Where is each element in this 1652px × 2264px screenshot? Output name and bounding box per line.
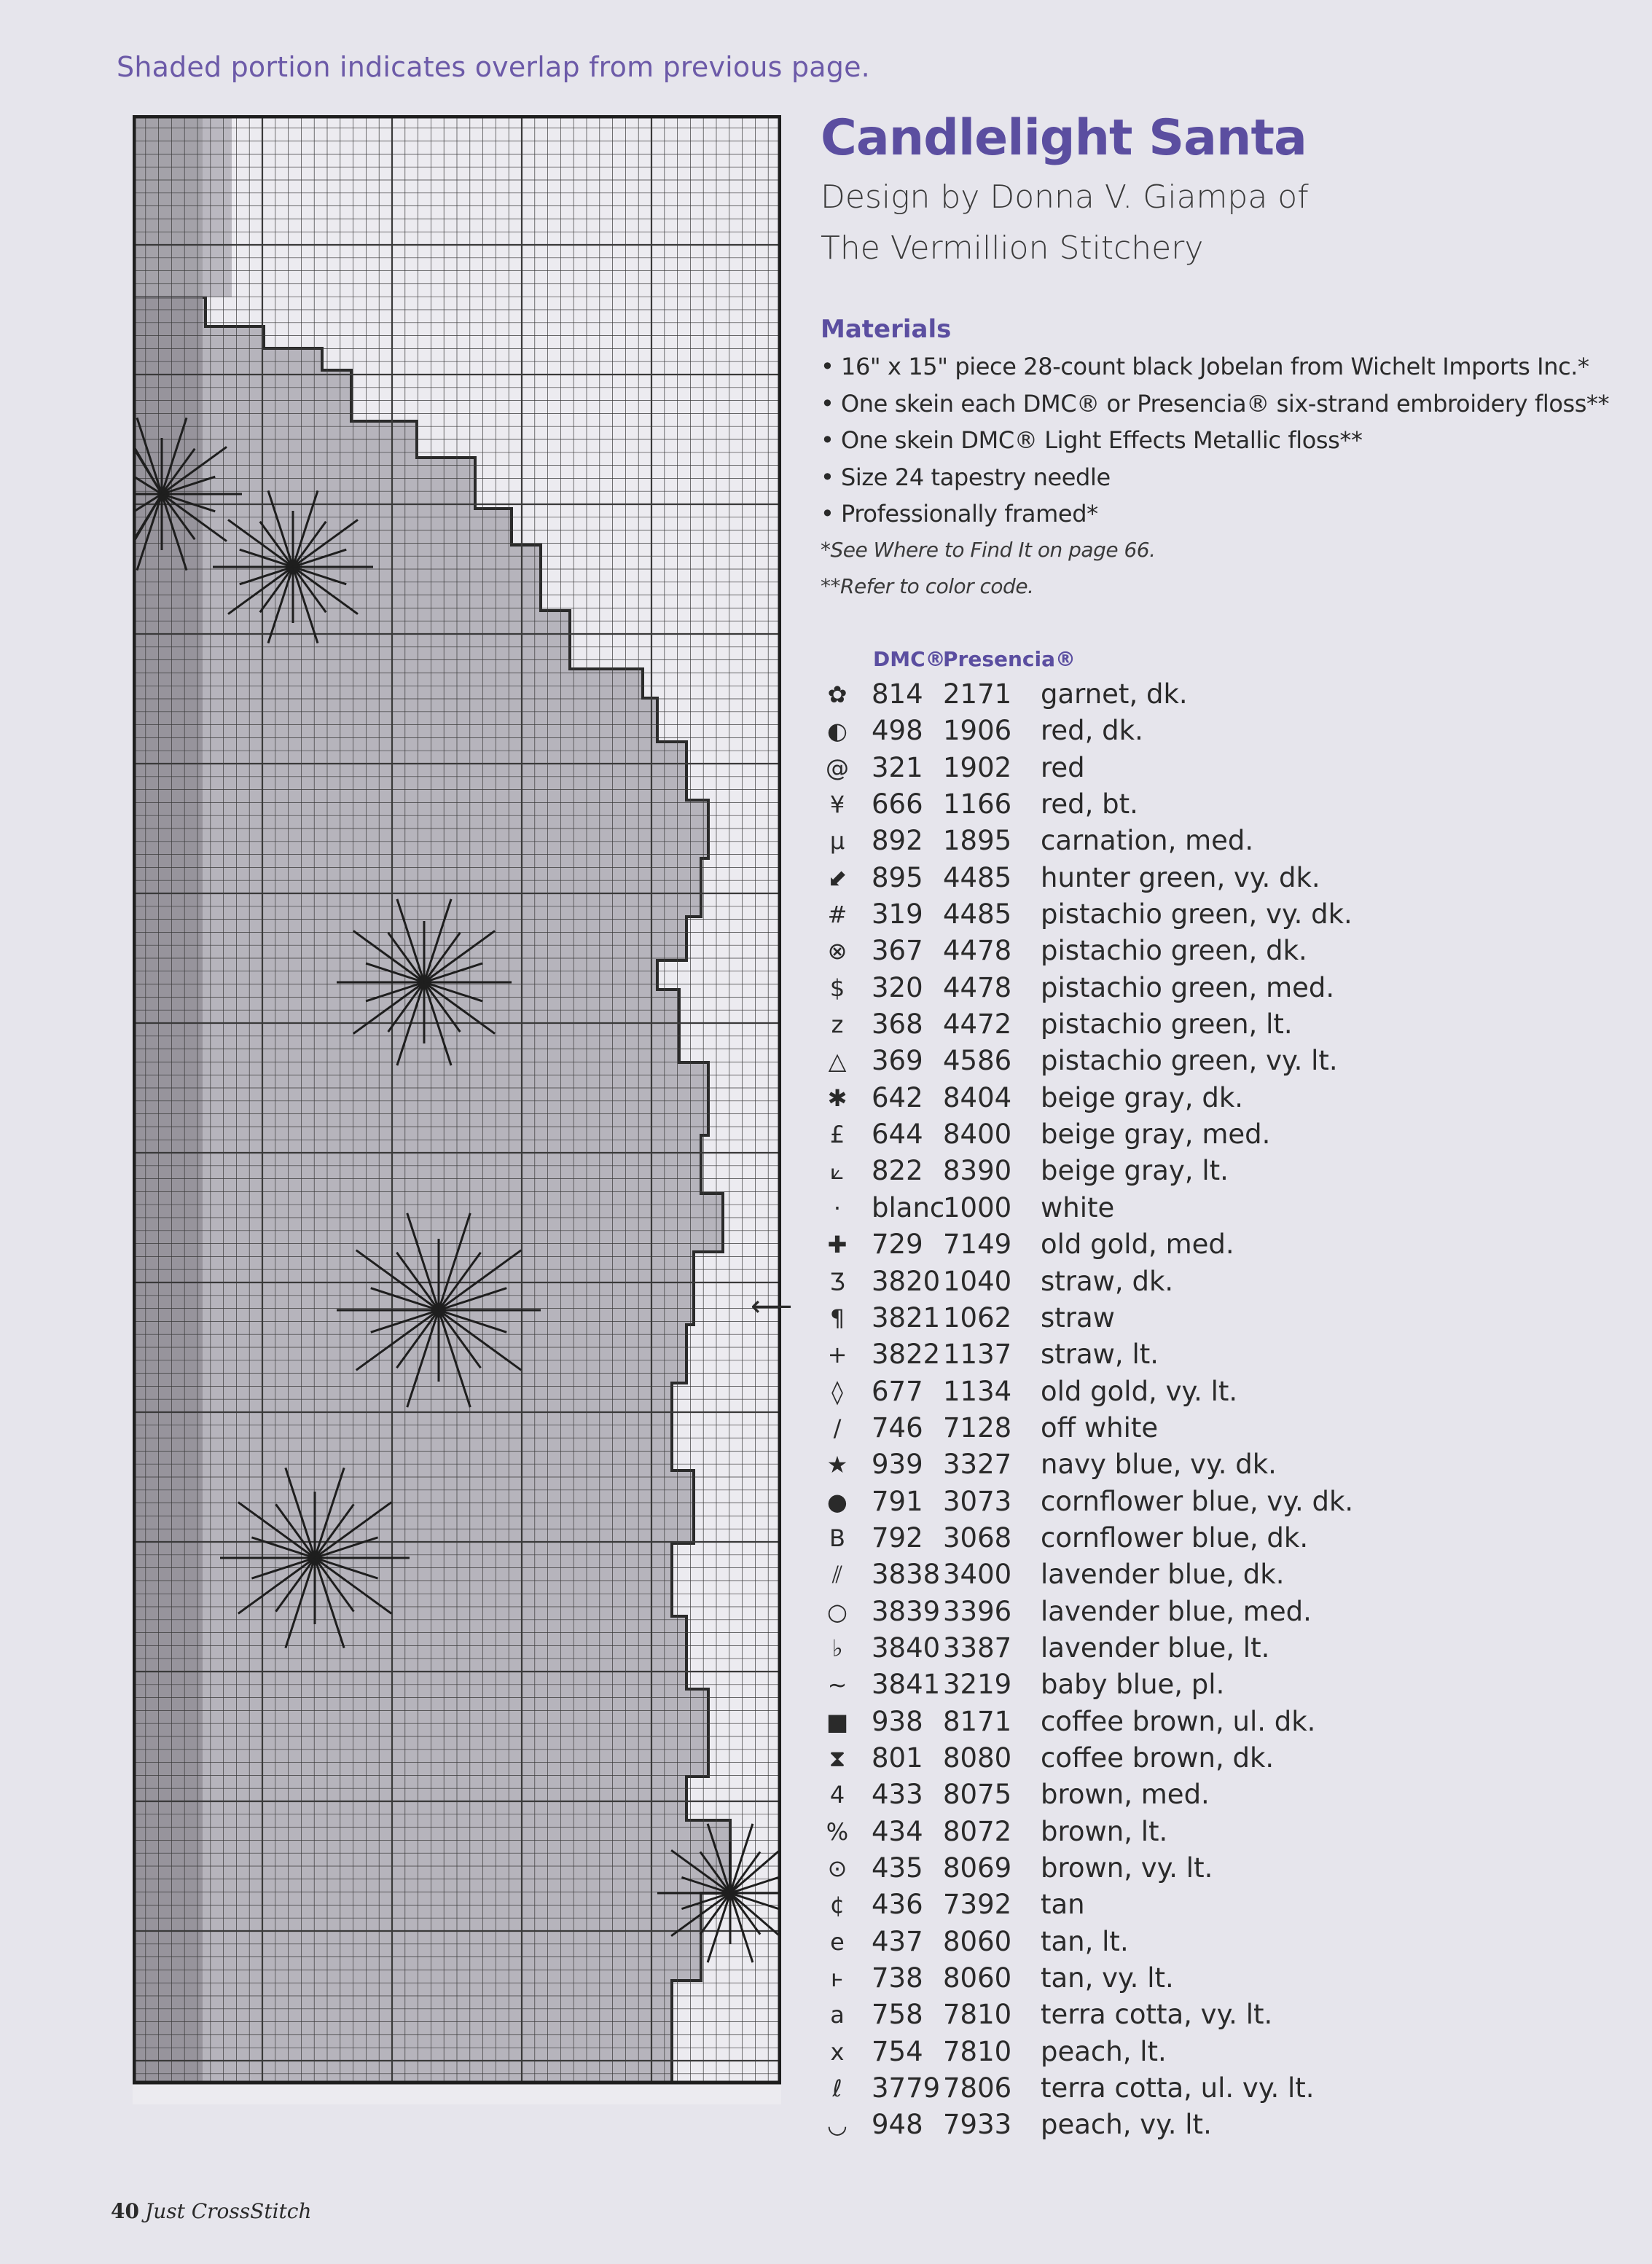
key-presencia-number: 8072 — [943, 1815, 1012, 1847]
key-presencia-number: 4478 — [943, 935, 1012, 967]
key-presencia-number: 8390 — [943, 1155, 1012, 1187]
key-dmc-number: 644 — [872, 1119, 923, 1151]
key-row — [821, 1190, 1622, 1226]
materials-item-text: Professionally framed* — [841, 500, 1098, 528]
key-row — [821, 1666, 1622, 1703]
key-dmc-number: 822 — [872, 1155, 923, 1187]
materials-item — [821, 385, 1637, 423]
key-color-name: old gold, vy. lt. — [1041, 1375, 1238, 1407]
key-row — [821, 786, 1622, 823]
key-symbol-icon: ◡ — [827, 2111, 847, 2139]
key-color-name: pistachio green, med. — [1041, 971, 1335, 1003]
key-color-name: pistachio green, vy. lt. — [1041, 1045, 1338, 1077]
cross-stitch-chart — [133, 115, 781, 2104]
designer-byline: Design by Donna V. Giampa of — [821, 179, 1309, 216]
key-color-name: cornflower blue, vy. dk. — [1041, 1485, 1354, 1517]
key-row — [821, 1484, 1622, 1520]
key-presencia-number: 1062 — [943, 1301, 1012, 1333]
key-dmc-number: 814 — [872, 678, 923, 710]
key-row — [821, 896, 1622, 933]
key-dmc-number: 3839 — [872, 1595, 941, 1627]
page-folio — [111, 2199, 312, 2223]
key-symbol-icon: ¢ — [829, 1891, 845, 1919]
key-presencia-number: 8400 — [943, 1119, 1012, 1151]
key-presencia-number: 7810 — [943, 2035, 1012, 2067]
key-dmc-number: 792 — [872, 1521, 923, 1554]
key-row — [821, 1374, 1622, 1410]
key-symbol-icon: △ — [828, 1047, 847, 1076]
overlap-shading — [133, 115, 203, 2083]
key-symbol-icon: ⱶ — [830, 1965, 845, 1993]
key-color-name: coffee brown, dk. — [1041, 1742, 1275, 1774]
key-row — [821, 970, 1622, 1006]
materials-heading: Materials — [821, 315, 952, 344]
bullet-icon: • — [821, 426, 834, 454]
key-symbol-icon: ○ — [827, 1597, 847, 1626]
key-symbol-icon: ⧗ — [829, 1744, 846, 1772]
key-color-name: peach, vy. lt. — [1041, 2109, 1212, 2141]
magazine-name: Just CrossStitch — [144, 2199, 312, 2223]
key-presencia-number: 7149 — [943, 1229, 1012, 1261]
key-dmc-number: 321 — [872, 751, 923, 783]
key-presencia-number: 1134 — [943, 1375, 1012, 1407]
key-symbol-icon: ¶ — [829, 1304, 845, 1332]
key-dmc-number: 320 — [872, 971, 923, 1003]
key-presencia-number: 1040 — [943, 1265, 1012, 1297]
key-row — [821, 1153, 1622, 1189]
key-color-name: navy blue, vy. dk. — [1041, 1449, 1277, 1481]
key-symbol-icon: ⟀ — [830, 1157, 845, 1186]
key-color-name: terra cotta, vy. lt. — [1041, 1999, 1273, 2031]
key-dmc-number: 3821 — [872, 1301, 941, 1333]
key-row — [821, 1704, 1622, 1740]
key-color-name: white — [1041, 1191, 1115, 1223]
key-color-name: tan — [1041, 1889, 1085, 1921]
key-symbol-icon: Ʒ — [829, 1267, 845, 1296]
key-row — [821, 1410, 1622, 1446]
key-color-name: brown, vy. lt. — [1041, 1852, 1213, 1884]
key-presencia-number: 8060 — [943, 1962, 1012, 1994]
key-color-name: brown, lt. — [1041, 1815, 1168, 1847]
key-symbol-icon: % — [826, 1817, 849, 1846]
key-color-name: pistachio green, dk. — [1041, 935, 1307, 967]
key-row — [821, 1264, 1622, 1300]
key-dmc-number: 319 — [872, 898, 923, 931]
key-symbol-icon: ⊙ — [827, 1854, 847, 1882]
key-dmc-number: 729 — [872, 1229, 923, 1261]
key-color-name: baby blue, pl. — [1041, 1669, 1225, 1701]
key-dmc-number: 368 — [872, 1008, 923, 1041]
key-symbol-icon: x — [830, 2037, 845, 2066]
key-color-name: carnation, med. — [1041, 825, 1254, 857]
key-row — [821, 823, 1622, 859]
chart-grid — [133, 115, 781, 2104]
key-presencia-number: 3387 — [943, 1632, 1012, 1664]
center-arrow-icon: ⟵ — [751, 1290, 793, 1323]
key-row — [821, 750, 1622, 786]
key-dmc-number: 3822 — [872, 1339, 941, 1371]
key-dmc-number: 892 — [872, 825, 923, 857]
bullet-icon: • — [821, 500, 834, 528]
key-color-name: brown, med. — [1041, 1779, 1210, 1811]
page-number: 40 — [111, 2199, 139, 2223]
materials-item — [821, 422, 1637, 459]
key-presencia-number: 3219 — [943, 1669, 1012, 1701]
key-presencia-number: 1166 — [943, 788, 1012, 820]
key-color-name: old gold, med. — [1041, 1229, 1234, 1261]
key-presencia-number: 1137 — [943, 1339, 1012, 1371]
key-presencia-number: 8075 — [943, 1779, 1012, 1811]
key-dmc-number: 367 — [872, 935, 923, 967]
key-row — [821, 1116, 1622, 1153]
key-row — [821, 1520, 1622, 1556]
key-color-name: cornflower blue, dk. — [1041, 1521, 1309, 1554]
key-presencia-number: 4586 — [943, 1045, 1012, 1077]
key-color-name: pistachio green, vy. dk. — [1041, 898, 1352, 931]
key-dmc-number: 3820 — [872, 1265, 941, 1297]
key-header-dmc: DMC® — [873, 647, 946, 671]
key-symbol-icon: $ — [829, 974, 845, 1002]
key-dmc-number: 801 — [872, 1742, 923, 1774]
key-color-name: lavender blue, med. — [1041, 1595, 1312, 1627]
key-color-name: straw — [1041, 1301, 1115, 1333]
key-symbol-icon: ♭ — [831, 1634, 843, 1662]
overlap-note: Shaded portion indicates overlap from previous page. — [117, 51, 870, 83]
materials-item-text: 16" x 15" piece 28-count black Jobelan from Wichelt Imports Inc.* — [841, 353, 1589, 380]
key-symbol-icon: ● — [827, 1487, 847, 1516]
key-symbol-icon: ⫽ — [831, 1561, 843, 1589]
key-row — [821, 1997, 1622, 2033]
key-dmc-number: 3838 — [872, 1559, 941, 1591]
materials-item-text: Size 24 tapestry needle — [841, 463, 1111, 491]
key-symbol-icon: @ — [826, 753, 849, 782]
key-dmc-number: 3779 — [872, 2072, 941, 2104]
key-color-name: straw, lt. — [1041, 1339, 1159, 1371]
key-presencia-number: 8069 — [943, 1852, 1012, 1884]
key-presencia-number: 3400 — [943, 1559, 1012, 1591]
key-color-name: lavender blue, dk. — [1041, 1559, 1285, 1591]
key-row — [821, 1226, 1622, 1263]
key-row — [821, 1960, 1622, 1997]
materials-item-text: One skein DMC® Light Effects Metallic floss** — [841, 426, 1363, 454]
overlap-shading-top — [203, 115, 232, 297]
key-dmc-number: 369 — [872, 1045, 923, 1077]
key-dmc-number: 436 — [872, 1889, 923, 1921]
key-symbol-icon: 4 — [829, 1781, 845, 1809]
key-symbol-icon: µ — [829, 827, 845, 855]
key-row — [821, 1556, 1622, 1593]
key-symbol-icon: ◊ — [831, 1377, 843, 1406]
key-row — [821, 1850, 1622, 1887]
key-dmc-number: 666 — [872, 788, 923, 820]
key-row — [821, 1814, 1622, 1850]
key-dmc-number: 938 — [872, 1705, 923, 1737]
key-presencia-number: 7810 — [943, 1999, 1012, 2031]
page-title: Candlelight Santa — [821, 109, 1307, 167]
key-row — [821, 1924, 1622, 1960]
key-symbol-icon: ◐ — [827, 717, 847, 745]
key-presencia-number: 1000 — [943, 1191, 1012, 1223]
materials-item — [821, 348, 1637, 385]
key-color-name: red, dk. — [1041, 715, 1143, 747]
key-row — [821, 1740, 1622, 1777]
key-dmc-number: 437 — [872, 1925, 923, 1957]
key-color-name: hunter green, vy. dk. — [1041, 861, 1320, 893]
key-row — [821, 1336, 1622, 1373]
key-row — [821, 2034, 1622, 2070]
key-symbol-icon: ~ — [827, 1671, 847, 1699]
key-presencia-number: 7128 — [943, 1411, 1012, 1444]
key-dmc-number: 738 — [872, 1962, 923, 1994]
key-color-name: garnet, dk. — [1041, 678, 1188, 710]
key-dmc-number: 435 — [872, 1852, 923, 1884]
key-color-name: red — [1041, 751, 1085, 783]
key-row — [821, 1594, 1622, 1630]
key-presencia-number: 8171 — [943, 1705, 1012, 1737]
key-color-name: peach, lt. — [1041, 2035, 1167, 2067]
key-presencia-number: 3073 — [943, 1485, 1012, 1517]
key-dmc-number: 677 — [872, 1375, 923, 1407]
key-presencia-number: 8060 — [943, 1925, 1012, 1957]
key-presencia-number: 2171 — [943, 678, 1012, 710]
key-dmc-number: 642 — [872, 1081, 923, 1113]
key-symbol-icon: £ — [829, 1121, 845, 1149]
key-presencia-number: 7806 — [943, 2072, 1012, 2104]
key-symbol-icon: B — [829, 1524, 845, 1552]
key-presencia-number: 3068 — [943, 1521, 1012, 1554]
bullet-icon: • — [821, 353, 834, 380]
key-symbol-icon: / — [833, 1414, 842, 1442]
key-row — [821, 1777, 1622, 1813]
key-row — [821, 1300, 1622, 1336]
key-row — [821, 860, 1622, 896]
key-presencia-number: 4472 — [943, 1008, 1012, 1041]
key-symbol-icon: z — [831, 1011, 844, 1039]
key-symbol-icon: ✱ — [827, 1084, 847, 1112]
key-row — [821, 1043, 1622, 1079]
key-symbol-icon: # — [827, 901, 847, 929]
key-symbol-icon: e — [830, 1927, 845, 1956]
key-dmc-number: 758 — [872, 1999, 923, 2031]
key-dmc-number: blanc — [872, 1191, 945, 1223]
key-color-name: red, bt. — [1041, 788, 1138, 820]
key-color-name: beige gray, lt. — [1041, 1155, 1229, 1187]
key-presencia-number: 7392 — [943, 1889, 1012, 1921]
key-color-name: tan, lt. — [1041, 1925, 1129, 1957]
bullet-icon: • — [821, 463, 834, 491]
key-color-name: terra cotta, ul. vy. lt. — [1041, 2072, 1315, 2104]
key-dmc-number: 754 — [872, 2035, 923, 2067]
key-symbol-icon: ⬋ — [827, 863, 847, 892]
key-presencia-number: 4485 — [943, 861, 1012, 893]
key-symbol-icon: ■ — [826, 1707, 849, 1736]
footnote-where-to-find: *See Where to Find It on page 66. — [821, 538, 1156, 562]
key-row — [821, 1630, 1622, 1666]
key-header-presencia: Presencia® — [943, 647, 1076, 671]
key-symbol-icon: ★ — [826, 1451, 848, 1479]
key-dmc-number: 948 — [872, 2109, 923, 2141]
key-symbol-icon: · — [833, 1194, 842, 1222]
key-dmc-number: 434 — [872, 1815, 923, 1847]
key-presencia-number: 8404 — [943, 1081, 1012, 1113]
key-dmc-number: 498 — [872, 715, 923, 747]
materials-list — [821, 348, 1637, 533]
materials-item — [821, 459, 1637, 496]
key-presencia-number: 8080 — [943, 1742, 1012, 1774]
key-row — [821, 1887, 1622, 1923]
key-dmc-number: 746 — [872, 1411, 923, 1444]
key-row — [821, 2107, 1622, 2143]
designer-studio: The Vermillion Stitchery — [821, 230, 1204, 267]
key-dmc-number: 433 — [872, 1779, 923, 1811]
key-presencia-number: 3396 — [943, 1595, 1012, 1627]
key-color-name: off white — [1041, 1411, 1159, 1444]
key-row — [821, 1446, 1622, 1483]
key-symbol-icon: ✿ — [827, 681, 847, 708]
key-presencia-number: 4478 — [943, 971, 1012, 1003]
key-dmc-number: 3840 — [872, 1632, 941, 1664]
color-key — [821, 676, 1622, 2144]
key-presencia-number: 4485 — [943, 898, 1012, 931]
key-symbol-icon: a — [830, 2001, 845, 2029]
key-presencia-number: 1902 — [943, 751, 1012, 783]
key-dmc-number: 895 — [872, 861, 923, 893]
bullet-icon: • — [821, 389, 834, 418]
key-color-name: beige gray, med. — [1041, 1119, 1271, 1151]
key-color-name: pistachio green, lt. — [1041, 1008, 1293, 1041]
key-symbol-icon: ℓ — [832, 2075, 842, 2103]
key-dmc-number: 791 — [872, 1485, 923, 1517]
key-symbol-icon: ⊗ — [827, 937, 847, 965]
key-color-name: beige gray, dk. — [1041, 1081, 1244, 1113]
key-presencia-number: 7933 — [943, 2109, 1012, 2141]
key-row — [821, 933, 1622, 969]
key-row — [821, 676, 1622, 713]
footnote-color-code: **Refer to color code. — [821, 574, 1034, 598]
key-dmc-number: 939 — [872, 1449, 923, 1481]
key-color-name: tan, vy. lt. — [1041, 1962, 1174, 1994]
key-color-name: lavender blue, lt. — [1041, 1632, 1270, 1664]
key-row — [821, 1080, 1622, 1116]
key-symbol-icon: + — [827, 1341, 847, 1369]
key-symbol-icon: ✚ — [827, 1231, 847, 1259]
materials-item-text: One skein each DMC® or Presencia® six-strand embroidery floss** — [841, 389, 1610, 418]
key-dmc-number: 3841 — [872, 1669, 941, 1701]
key-row — [821, 1006, 1622, 1043]
key-row — [821, 2070, 1622, 2107]
key-row — [821, 713, 1622, 749]
key-presencia-number: 3327 — [943, 1449, 1012, 1481]
key-symbol-icon: ¥ — [829, 791, 845, 819]
key-presencia-number: 1906 — [943, 715, 1012, 747]
key-presencia-number: 1895 — [943, 825, 1012, 857]
materials-item — [821, 496, 1637, 533]
key-color-name: straw, dk. — [1041, 1265, 1174, 1297]
key-color-name: coffee brown, ul. dk. — [1041, 1705, 1316, 1737]
